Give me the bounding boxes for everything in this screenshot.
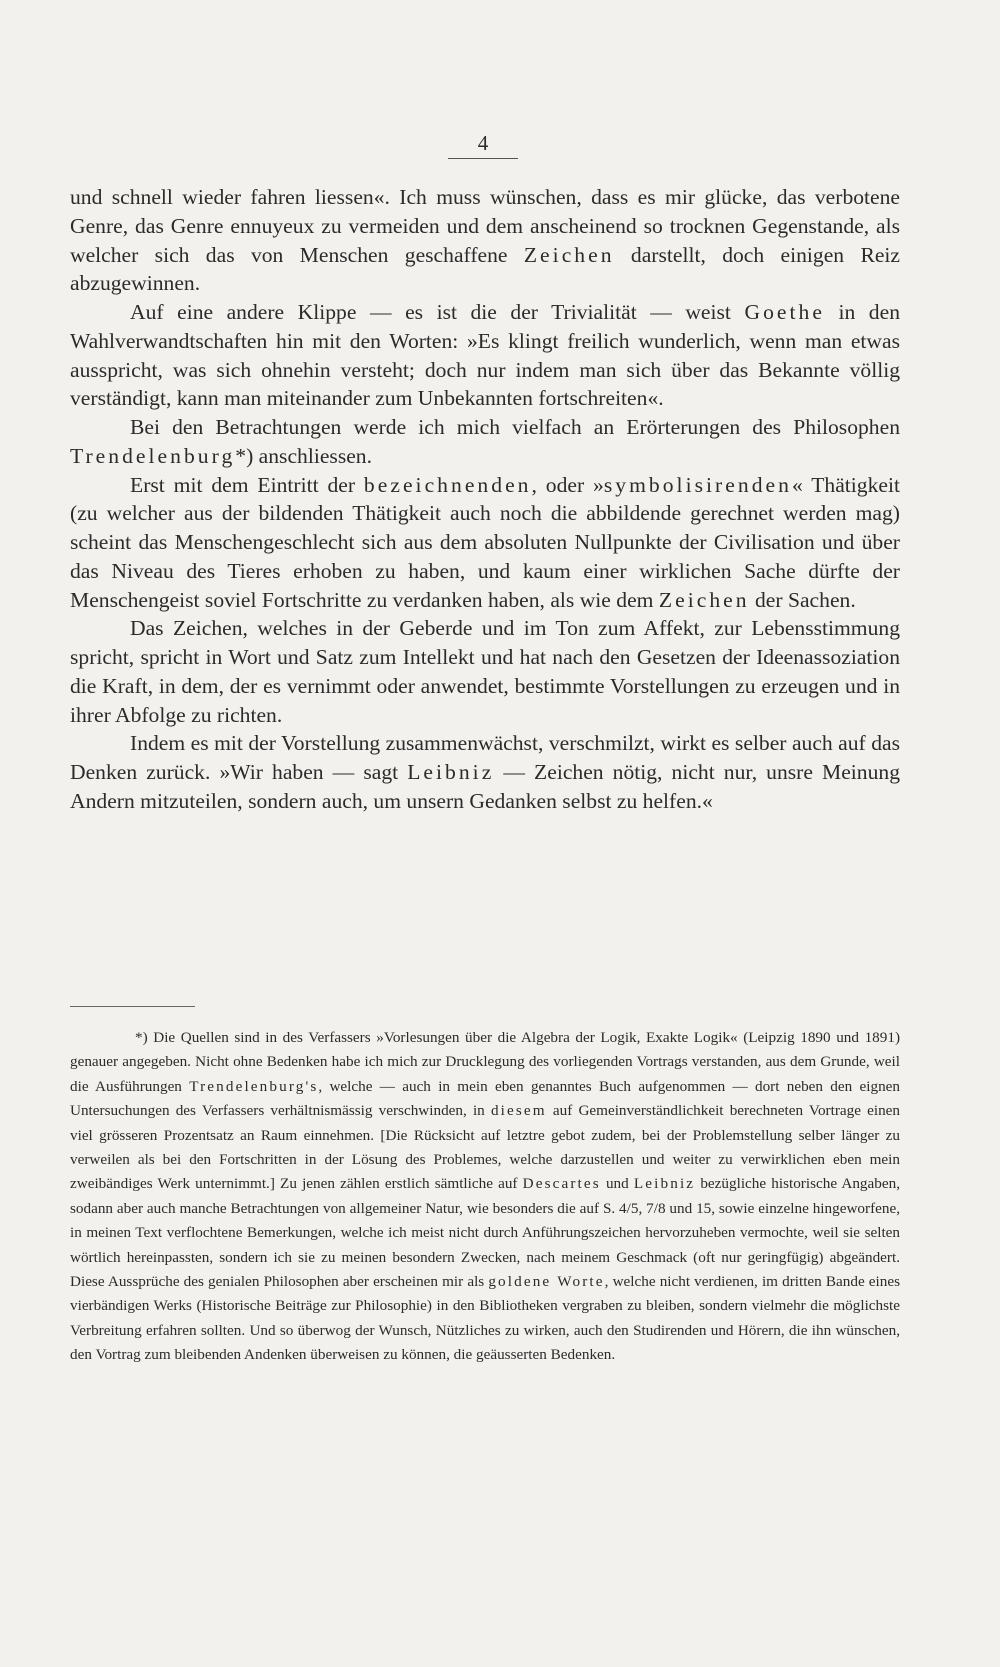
- paragraph: [70, 298, 900, 413]
- main-text: [70, 183, 900, 816]
- text-run: und: [600, 1175, 634, 1193]
- spaced-emphasis: diesem: [490, 1102, 547, 1120]
- footnote-separator: [70, 1006, 195, 1007]
- paragraph: [70, 183, 900, 298]
- paragraph: [70, 413, 900, 471]
- spaced-emphasis: Goethe: [744, 300, 825, 324]
- paragraph: [70, 729, 900, 815]
- text-run: Auf eine andere Klippe — es ist die der Trivialität — weist: [130, 300, 745, 324]
- spaced-emphasis: Leibniz: [633, 1175, 696, 1193]
- spaced-emphasis: Trendelenburg: [70, 443, 236, 468]
- footnote-paragraph: [70, 1026, 900, 1368]
- spaced-emphasis: Zeichen: [658, 587, 750, 612]
- text-run: Bei den Betrachtungen werde ich mich vielfach an Erörterungen des Philosophen: [130, 415, 900, 439]
- spaced-emphasis: Leibniz: [407, 760, 495, 784]
- spaced-emphasis: goldene Worte: [488, 1273, 605, 1291]
- spaced-emphasis: Zeichen: [523, 242, 615, 267]
- spaced-emphasis: bezeichnenden: [363, 472, 532, 497]
- text-run: darstellt, doch einigen Reiz abzugewinnen.: [70, 242, 901, 296]
- text-run: — Zeichen nötig, nicht nur, unsre Meinung Andern mitzuteilen, sondern auch, um unsern Gedanken selbst zu helfen.«: [70, 760, 900, 813]
- text-run: Indem es mit der Vorstellung zusammenwächst, verschmilzt, wirkt es selber auch auf das Denken zurück. »Wir haben — sagt: [70, 731, 900, 784]
- spaced-emphasis: Trendelenburg's: [189, 1077, 319, 1095]
- text-run: , oder »: [531, 472, 604, 497]
- text-run: der Sachen.: [749, 587, 856, 612]
- text-run: , welche nicht verdienen, im dritten Bande eines vierbändigen Werks (Historische Beiträge zur Philosophie) in den Bibliotheken vergraben zu bleiben, sondern vielmehr die möglichste Verbreitung erfahren sollten. Und so überwog der Wunsch, Nützliches zu wirken, auch den Studirenden und Hörern, die ihn wünschen, den Vortrag zum bleibenden Andenken überweisen zu können, die geäusserten Bedenken.: [70, 1273, 901, 1364]
- text-run: *) anschliessen.: [235, 443, 373, 468]
- text-run: in den Wahlverwandtschaften hin mit den Worten: »Es klingt freilich wunderlich, wenn man etwas ausspricht, was sich ohnehin versteht; doch nur indem man sich über das Bekannte völlig verständigt, kann man miteinander zum Unbekannten fortschreiten«.: [70, 300, 900, 411]
- text-run: Das Zeichen, welches in der Geberde und im Ton zum Affekt, zur Lebensstimmung spricht, spricht in Wort und Satz zum Intellekt und hat nach den Gesetzen der Ideenassoziation die Kraft, in dem, der es vernimmt oder anwendet, bestimmte Vorstellungen zu erzeugen und in ihrer Abfolge zu richten.: [70, 616, 900, 727]
- paragraph: [70, 614, 900, 729]
- text-run: bezügliche historische Angaben, sodann aber auch manche Betrachtungen von allgemeiner Natur, wie besonders die auf S. 4/5, 7/8 und 15, sowie einzelne hingeworfene, in meinen Text verflochtene Bemerkungen, welche ich meist nicht durch Anführungszeichen hervorzuheben vermochte, weil sie selten wörtlich hereinpassten, sondern ich sie zu meinen besondern Zwecken, nach meinem Geschmack (oft nur geringfügig) abgeändert. Diese Aussprüche des genialen Philosophen aber erscheinen mir als: [70, 1175, 900, 1291]
- text-run: Erst mit dem Eintritt der: [130, 472, 364, 497]
- footnote: [70, 1026, 900, 1368]
- text-run: auf Gemeinverständlichkeit berechneten Vortrage einen viel grösseren Prozentsatz an Raum einnehmen. [Die Rücksicht auf letztre gebot zudem, bei der Problemstellung selber länger zu verweilen als bei den Fortschritten in der Lösung des Problemes, welche darzustellen und weiter zu verwirklichen eben mein zweibändiges Werk unternimmt.] Zu jenen zählen erstlich sämtliche auf: [70, 1102, 901, 1193]
- page-number: 4: [448, 130, 518, 159]
- spaced-emphasis: symbolisirenden: [603, 472, 792, 497]
- text-run: und schnell wieder fahren liessen«. Ich muss wünschen, dass es mir glücke, das verbotene Genre, das Genre ennuyeux zu vermeiden und dem anscheinend so trocknen Gegenstande, als welcher sich das von Menschen geschaffene: [70, 185, 900, 267]
- spaced-emphasis: Descartes: [522, 1175, 601, 1193]
- text-run: , welche — auch in mein eben genanntes Buch aufgenommen — dort neben den eignen Untersuchungen des Verfassers verhältnismässig verschwinden, in: [70, 1077, 900, 1120]
- paragraph: [70, 471, 900, 615]
- text-run: « Thätigkeit (zu welcher aus der bildenden Thätigkeit auch noch die abbildende gerechnet werden mag) scheint das Menschengeschlecht sich aus dem absoluten Nullpunkte der Civilisation und über das Niveau des Tieres erhoben zu haben, und kaum einer wirklichen Sache dürfte der Menschengeist soviel Fortschritte zu verdanken haben, als wie dem: [70, 472, 900, 612]
- text-run: *) Die Quellen sind in des Verfassers »Vorlesungen über die Algebra der Logik, Exakte Logik« (Leipzig 1890 und 1891) genauer angegeben. Nicht ohne Bedenken habe ich mich zur Drucklegung des vorliegenden Vortrags verstanden, aus dem Grunde, weil die Ausführungen: [70, 1029, 900, 1095]
